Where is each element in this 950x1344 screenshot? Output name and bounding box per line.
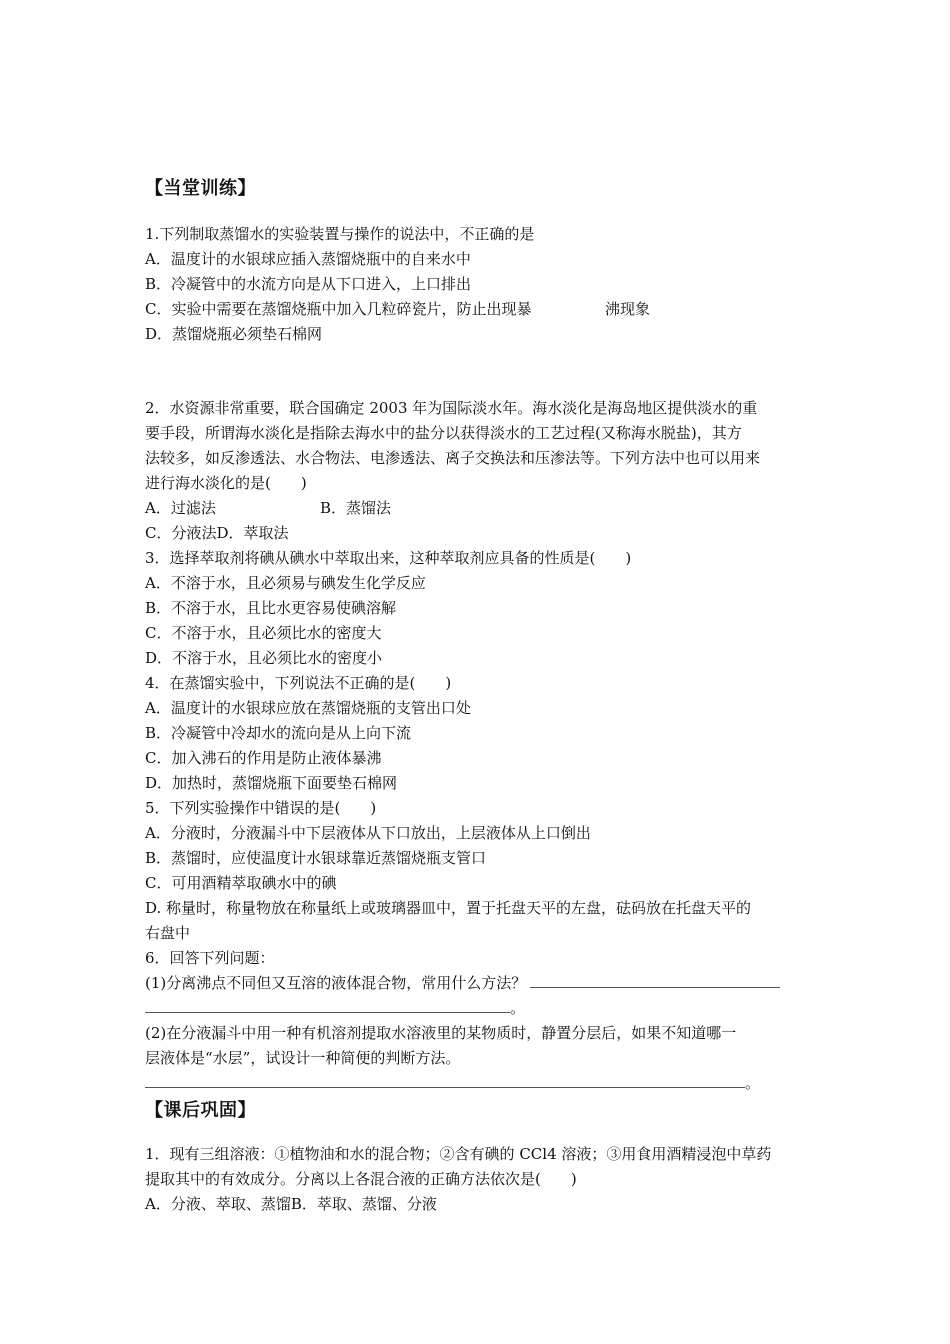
- q6-part2-answer: [145, 1073, 760, 1093]
- q2-line-2: 要手段，所谓海水淡化是指除去海水中的盐分以获得淡水的工艺过程(又称海水脱盐)，其方: [145, 424, 742, 442]
- q5-option-c: C．可用酒精萃取碘水中的碘: [145, 874, 337, 892]
- q6-part1: [145, 973, 780, 993]
- q1-stem: 1.下列制取蒸馏水的实验装置与操作的说法中，不正确的是: [145, 225, 535, 243]
- q3-option-b: B．不溶于水，且比水更容易使碘溶解: [145, 599, 397, 617]
- q4-option-d: D．加热时，蒸馏烧瓶下面要垫石棉网: [145, 774, 398, 792]
- q6-part2-line-1: (2)在分液漏斗中用一种有机溶剂提取水溶液里的某物质时，静置分层后，如果不知道哪一: [145, 1024, 737, 1042]
- q1-option-c-part1: C．实验中需要在蒸馏烧瓶中加入几粒碎瓷片，防止出现暴: [145, 300, 532, 318]
- q2-options-cd: C．分液法D．萃取法: [145, 524, 289, 542]
- q2-options-ab: [145, 498, 392, 518]
- q2-option-b: B．蒸馏法: [320, 499, 392, 517]
- q1-option-c: [145, 299, 650, 319]
- q6-part2-end: 。: [745, 1074, 761, 1092]
- q6-part2-line-2: 层液体是“水层”，试设计一种简便的判断方法。: [145, 1049, 461, 1067]
- q4-option-a: A．温度计的水银球应放在蒸馏烧瓶的支管出口处: [145, 699, 471, 717]
- q6-stem: 6．回答下列问题：: [145, 949, 275, 967]
- section-title-practice: 【当堂训练】: [145, 178, 256, 199]
- q4-stem: 4．在蒸馏实验中，下列说法不正确的是( ): [145, 674, 452, 692]
- q5-option-a: A．分液时，分液漏斗中下层液体从下口放出，上层液体从上口倒出: [145, 824, 591, 842]
- q5-option-d-line-2: 右盘中: [145, 924, 191, 942]
- q1-option-a: A．温度计的水银球应插入蒸馏烧瓶中的自来水中: [145, 250, 471, 268]
- q3-option-c: C．不溶于水，且必须比水的密度大: [145, 624, 382, 642]
- q3-stem: 3．选择萃取剂将碘从碘水中萃取出来，这种萃取剂应具备的性质是( ): [145, 549, 632, 567]
- q1-option-d: D．蒸馏烧瓶必须垫石棉网: [145, 325, 323, 343]
- q6-part2-answer-blank[interactable]: [145, 1073, 745, 1088]
- hw-q1-line-1: 1．现有三组溶液：①植物油和水的混合物；②含有碘的 CCl4 溶液；③用食用酒精浸泡中草药: [145, 1145, 772, 1163]
- hw-q1-line-2: 提取其中的有效成分。分离以上各混合液的正确方法依次是( ): [145, 1170, 577, 1188]
- q1-option-c-part2: 沸现象: [605, 300, 651, 318]
- q6-part1-end: 。: [510, 999, 526, 1017]
- q3-option-d: D．不溶于水，且必须比水的密度小: [145, 649, 383, 667]
- q2-line-1: 2．水资源非常重要，联合国确定 2003 年为国际淡水年。海水淡化是海岛地区提供淡水的重: [145, 399, 758, 417]
- q4-option-c: C．加入沸石的作用是防止液体暴沸: [145, 749, 382, 767]
- q3-option-a: A．不溶于水，且必须易与碘发生化学反应: [145, 574, 426, 592]
- q5-option-d-line-1: D. 称量时，称量物放在称量纸上或玻璃器皿中，置于托盘天平的左盘，砝码放在托盘天平的: [145, 899, 752, 917]
- q5-option-b: B．蒸馏时，应使温度计水银球靠近蒸馏烧瓶支管口: [145, 849, 487, 867]
- q1-option-b: B．冷凝管中的水流方向是从下口进入，上口排出: [145, 275, 472, 293]
- q6-part1-continued: [145, 998, 525, 1018]
- hw-q1-options-ab: A．分液、萃取、蒸馏B．萃取、蒸馏、分液: [145, 1195, 437, 1213]
- q6-part1-answer-blank[interactable]: [530, 973, 780, 988]
- q6-part1-text: (1)分离沸点不同但又互溶的液体混合物，常用什么方法？: [145, 974, 527, 992]
- q5-stem: 5．下列实验操作中错误的是( ): [145, 799, 377, 817]
- q2-option-a: A．过滤法: [145, 499, 216, 517]
- q4-option-b: B．冷凝管中冷却水的流向是从上向下流: [145, 724, 412, 742]
- q2-line-4: 进行海水淡化的是( ): [145, 474, 307, 492]
- q6-part1-answer-blank-2[interactable]: [145, 998, 510, 1013]
- section-title-homework: 【课后巩固】: [145, 1100, 256, 1121]
- q2-line-3: 法较多，如反渗透法、水合物法、电渗透法、离子交换法和压渗法等。下列方法中也可以用来: [145, 449, 761, 467]
